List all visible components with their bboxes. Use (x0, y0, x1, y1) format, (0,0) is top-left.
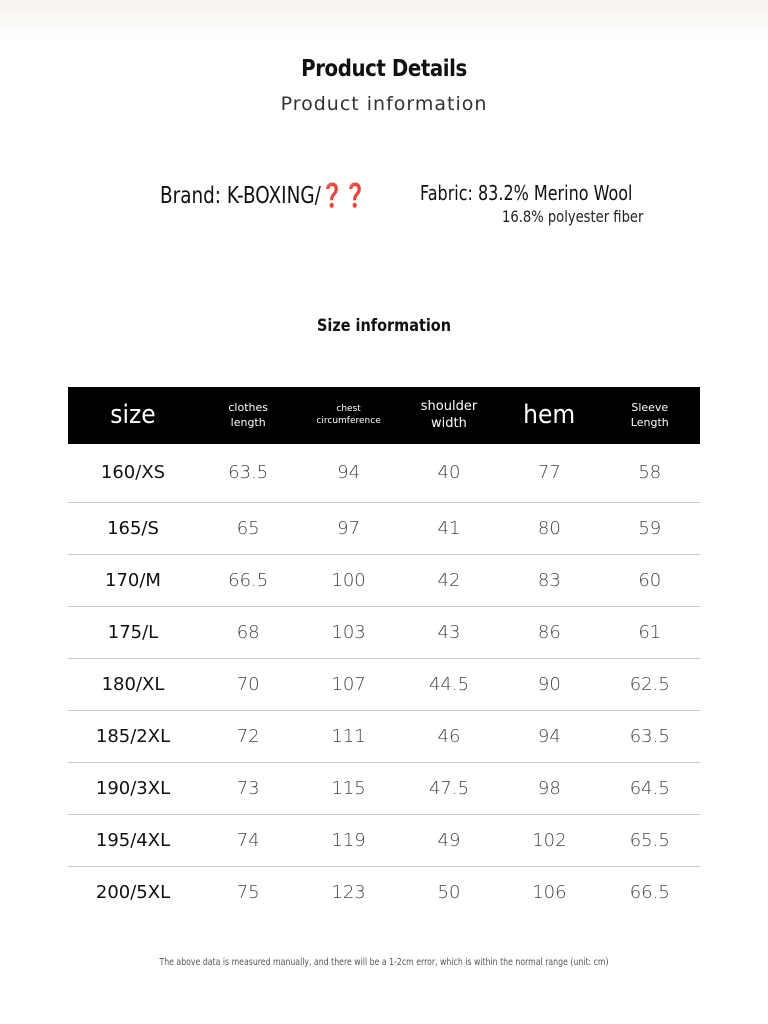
cell-shoulder: 42 (437, 569, 461, 591)
cell-sleeve: 60 (638, 569, 662, 591)
cell-chest: 107 (331, 673, 366, 695)
table-row (68, 554, 700, 606)
cell-shoulder: 40 (437, 462, 461, 484)
cell-size: 170/M (105, 569, 161, 591)
cell-clothes-length: 72 (236, 725, 260, 747)
cell-chest: 115 (331, 777, 366, 799)
cell-clothes-length: 63.5 (228, 462, 269, 484)
cell-sleeve: 62.5 (629, 673, 670, 695)
cell-hem: 86 (537, 621, 561, 643)
table-row (68, 444, 700, 502)
cell-size: 165/S (107, 517, 159, 539)
cell-shoulder: 50 (437, 881, 461, 903)
cell-hem: 80 (537, 517, 561, 539)
cell-chest: 111 (331, 725, 366, 747)
cell-shoulder: 41 (437, 517, 461, 539)
table-row (68, 814, 700, 866)
cell-clothes-length: 73 (236, 777, 260, 799)
col-header-chest (298, 387, 398, 444)
cell-size: 175/L (107, 621, 159, 643)
col-header-shoulder (399, 387, 499, 444)
cell-sleeve: 63.5 (629, 725, 670, 747)
table-row (68, 606, 700, 658)
measurement-footnote: The above data is measured manually, and there will be a 1-2cm error, which is within the normal range (unit: cm) (159, 957, 609, 968)
cell-sleeve: 65.5 (629, 829, 670, 851)
fabric-text: Fabric: 83.2% Merino Wool (420, 181, 633, 205)
cell-size: 190/3XL (95, 777, 171, 799)
col-header-chest-line1: chest (336, 403, 361, 414)
top-decor-fade (0, 0, 768, 40)
table-row (68, 658, 700, 710)
cell-size: 195/4XL (95, 829, 171, 851)
cell-hem: 102 (532, 829, 567, 851)
table-row (68, 866, 700, 918)
cell-clothes-length: 66.5 (228, 569, 269, 591)
size-info-heading: Size information (316, 316, 452, 336)
cell-clothes-length: 75 (236, 881, 260, 903)
cell-sleeve: 58 (638, 462, 662, 484)
col-header-clothes-length (198, 387, 298, 444)
cell-sleeve: 66.5 (629, 881, 670, 903)
table-row (68, 762, 700, 814)
cell-size: 185/2XL (95, 725, 171, 747)
cell-chest: 100 (331, 569, 366, 591)
cell-hem: 106 (532, 881, 567, 903)
cell-chest: 103 (331, 621, 366, 643)
size-table-header (68, 387, 700, 444)
brand-text: Brand: K-BOXING/❓❓ (160, 183, 367, 209)
cell-chest: 123 (331, 881, 366, 903)
cell-clothes-length: 65 (236, 517, 260, 539)
col-header-chest-line2: circumference (316, 415, 381, 426)
cell-hem: 94 (537, 725, 561, 747)
cell-sleeve: 64.5 (629, 777, 670, 799)
cell-size: 200/5XL (95, 881, 171, 903)
cell-hem: 90 (537, 673, 561, 695)
col-header-clothes-length-line1: clothes (228, 401, 268, 415)
cell-shoulder: 43 (437, 621, 461, 643)
col-header-size: size (110, 399, 156, 430)
cell-clothes-length: 74 (236, 829, 260, 851)
col-header-shoulder-line2: width (431, 415, 467, 431)
cell-size: 180/XL (101, 673, 165, 695)
size-table (68, 387, 700, 918)
cell-hem: 77 (537, 462, 561, 484)
table-row (68, 710, 700, 762)
cell-hem: 98 (537, 777, 561, 799)
page-title: Product Details (301, 56, 467, 82)
cell-shoulder: 46 (437, 725, 461, 747)
col-header-clothes-length-line2: length (230, 415, 266, 429)
cell-hem: 83 (537, 569, 561, 591)
cell-clothes-length: 70 (236, 673, 260, 695)
page-subtitle: Product information (280, 93, 488, 115)
cell-chest: 94 (337, 462, 361, 484)
cell-size: 160/XS (100, 462, 166, 484)
cell-shoulder: 44.5 (428, 673, 470, 695)
col-header-sleeve (600, 387, 700, 444)
col-header-shoulder-line1: shoulder (420, 398, 478, 414)
cell-shoulder: 47.5 (428, 777, 470, 799)
fabric-text-secondary: 16.8% polyester fiber (502, 207, 644, 226)
cell-chest: 119 (331, 829, 366, 851)
cell-chest: 97 (337, 517, 361, 539)
col-header-hem: hem (523, 399, 576, 430)
col-header-sleeve-line2: Length (630, 415, 669, 429)
cell-sleeve: 59 (638, 517, 662, 539)
cell-sleeve: 61 (638, 621, 662, 643)
col-header-sleeve-line1: Sleeve (631, 401, 669, 415)
table-row (68, 502, 700, 554)
cell-clothes-length: 68 (236, 621, 260, 643)
cell-shoulder: 49 (437, 829, 461, 851)
